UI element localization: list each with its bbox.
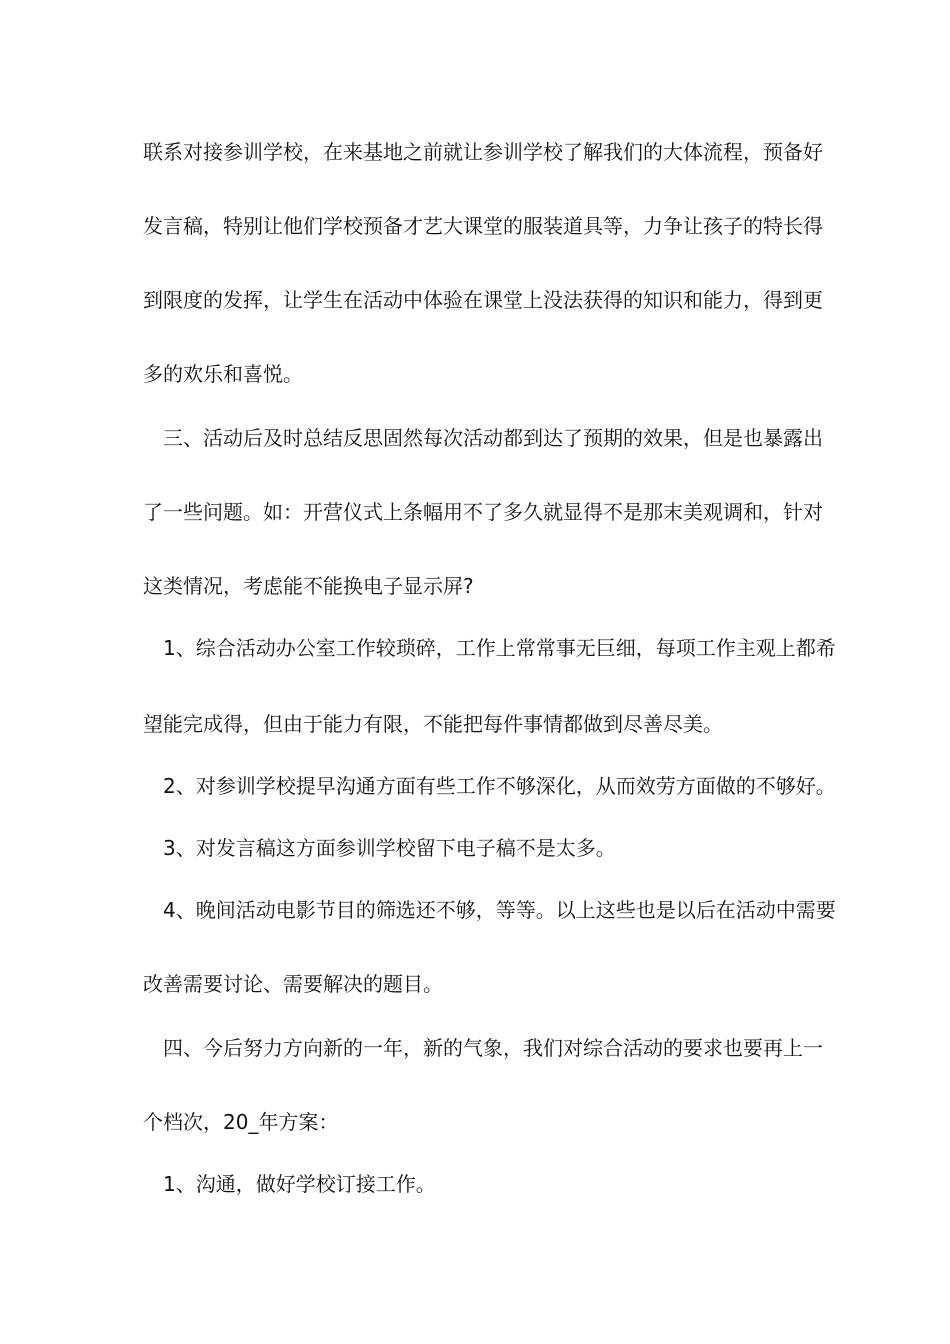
list-item-line: 4、晚间活动电影节目的筛选还不够，等等。以上这些也是以后在活动中需要 xyxy=(163,898,836,922)
text-line: 改善需要讨论、需要解决的题目。 xyxy=(143,972,443,996)
text-line: 望能完成得，但由于能力有限，不能把每件事情都做到尽善尽美。 xyxy=(143,712,723,736)
section-heading-line: 四、今后努力方向新的一年，新的气象，我们对综合活动的要求也要再上一 xyxy=(163,1036,823,1060)
text-line: 联系对接参训学校，在来基地之前就让参训学校了解我们的大体流程，预备好 xyxy=(143,140,823,164)
list-item-line: 2、对参训学校提早沟通方面有些工作不够深化，从而效劳方面做的不够好。 xyxy=(163,774,836,798)
list-item-line: 1、沟通，做好学校订接工作。 xyxy=(163,1172,436,1196)
text-line: 了一些问题。如：开营仪式上条幅用不了多久就显得不是那末美观调和，针对 xyxy=(143,500,823,524)
text-line: 到限度的发挥，让学生在活动中体验在课堂上没法获得的知识和能力，得到更 xyxy=(143,288,823,312)
list-item-line: 1、综合活动办公室工作较琐碎，工作上常常事无巨细，每项工作主观上都希 xyxy=(163,636,836,660)
text-line: 发言稿，特别让他们学校预备才艺大课堂的服装道具等，力争让孩子的特长得 xyxy=(143,214,823,238)
section-heading-line: 三、活动后及时总结反思固然每次活动都到达了预期的效果，但是也暴露出 xyxy=(163,426,823,450)
text-line: 这类情况，考虑能不能换电子显示屏? xyxy=(143,574,474,598)
text-line: 个档次，20_年方案： xyxy=(143,1110,339,1134)
text-line: 多的欢乐和喜悦。 xyxy=(143,362,303,386)
list-item-line: 3、对发言稿这方面参训学校留下电子稿不是太多。 xyxy=(163,836,616,860)
